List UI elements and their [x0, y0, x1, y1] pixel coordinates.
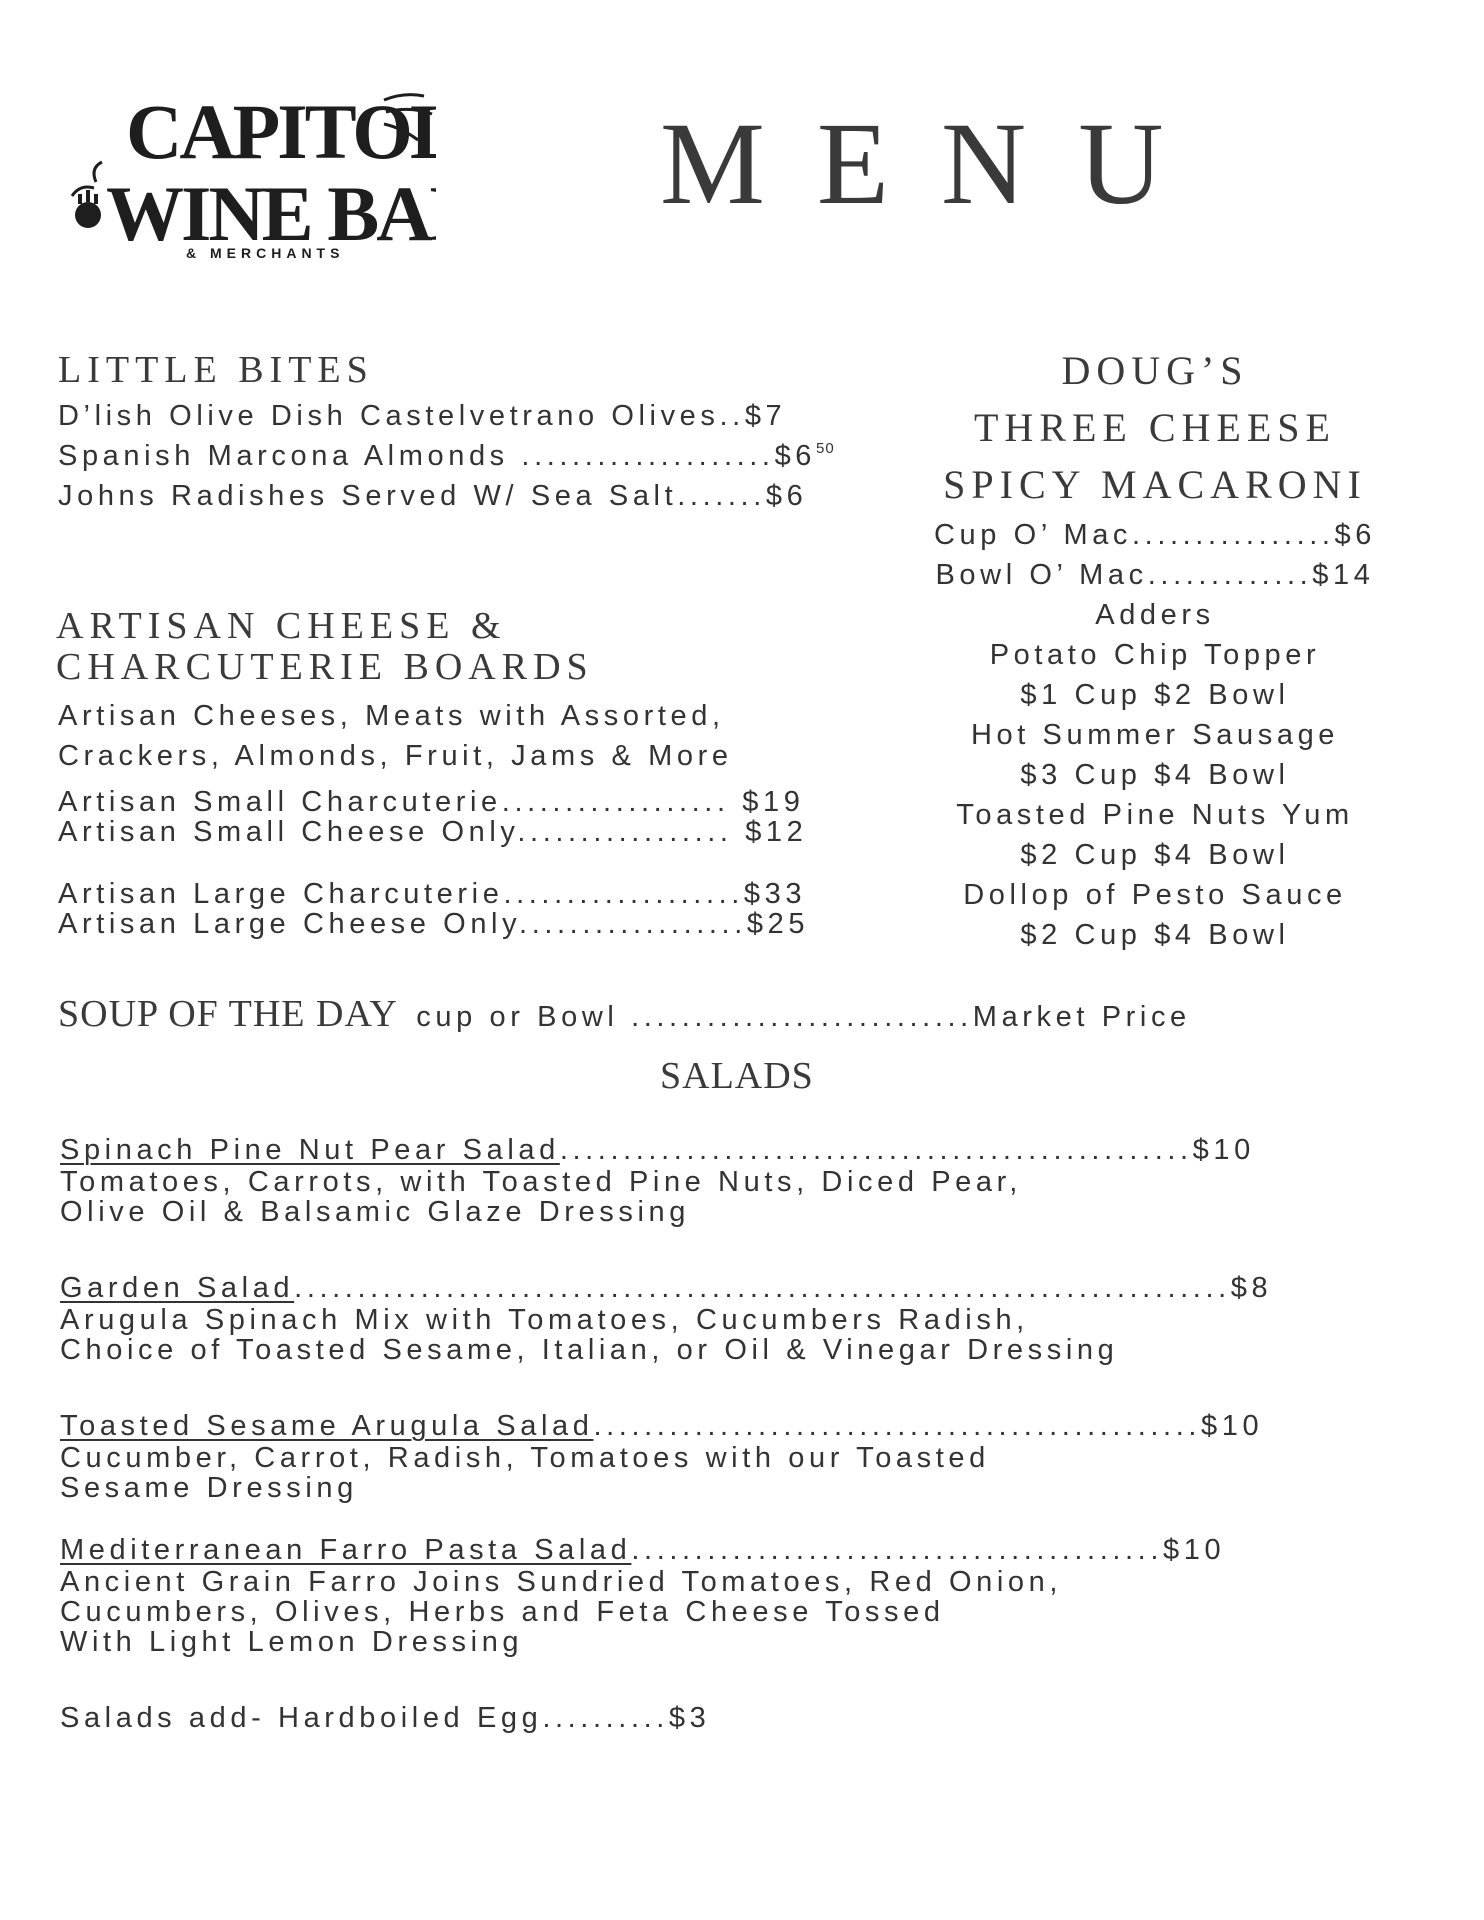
- soup-text: cup or Bowl ...........................Market Price: [416, 1001, 1191, 1033]
- boards-description: Crackers, Almonds, Fruit, Jams & More: [58, 740, 733, 772]
- salad-desc: Cucumber, Carrot, Radish, Tomatoes with our Toasted: [60, 1442, 990, 1474]
- logo-line3: & MERCHANTS: [186, 245, 345, 260]
- mac-line: $3 Cup $4 Bowl: [1020, 759, 1290, 791]
- salad-title-row: [60, 1410, 1263, 1443]
- salad-name: Toasted Sesame Arugula Salad: [60, 1410, 594, 1442]
- mac-line: Adders: [1095, 599, 1215, 631]
- little-bite-item: Spanish Marcona Almonds $....................\$6^{50}$: [58, 440, 835, 472]
- board-item: Artisan Large Charcuterie...................$33: [58, 878, 807, 910]
- salad-desc: With Light Lemon Dressing: [60, 1626, 524, 1658]
- boards-description: Artisan Cheeses, Meats with Assorted,: [58, 700, 725, 732]
- mac-line: $1 Cup $2 Bowl: [1020, 679, 1290, 711]
- mac-heading: DOUG’S: [1061, 348, 1249, 393]
- salad-name: Spinach Pine Nut Pear Salad: [60, 1134, 560, 1166]
- boards-heading-line2: CHARCUTERIE BOARDS: [56, 646, 594, 688]
- capitola-wine-bar-logo: [66, 40, 436, 260]
- mac-heading: THREE CHEESE: [974, 405, 1336, 450]
- salad-name: Garden Salad: [60, 1272, 295, 1304]
- salad-price: ..................................................$10: [559, 1134, 1255, 1166]
- little-bites-heading: LITTLE BITES: [58, 349, 374, 391]
- little-bite-item: D’lish Olive Dish Castelvetrano Olives..$7: [58, 400, 787, 432]
- salad-addon: Salads add- Hardboiled Egg..........$3: [60, 1702, 711, 1734]
- board-item: Artisan Small Charcuterie.................. $19: [58, 786, 805, 818]
- boards-heading-line1: ARTISAN CHEESE &: [56, 605, 507, 647]
- mac-heading: SPICY MACARONI: [943, 462, 1367, 507]
- mac-line: $2 Cup $4 Bowl: [1020, 839, 1290, 871]
- salad-price: ..........................................$10: [631, 1534, 1226, 1566]
- salads-heading: SALADS: [660, 1055, 814, 1097]
- mac-line: Toasted Pine Nuts Yum: [956, 799, 1354, 831]
- logo-line1: CAPITOL: [126, 88, 436, 175]
- mac-line: Dollop of Pesto Sauce: [963, 879, 1347, 911]
- mac-line: $2 Cup $4 Bowl: [1020, 919, 1290, 951]
- mac-line: Hot Summer Sausage: [970, 719, 1340, 751]
- salad-desc: Choice of Toasted Sesame, Italian, or Oil & Vinegar Dressing: [60, 1334, 1119, 1366]
- mac-line: Potato Chip Topper: [989, 639, 1321, 671]
- little-bite-item: Johns Radishes Served W/ Sea Salt.......$6: [58, 480, 808, 512]
- salad-desc: Cucumbers, Olives, Herbs and Feta Cheese Tossed: [60, 1596, 945, 1628]
- salad-price: ................................................$10: [593, 1410, 1264, 1442]
- salad-name: Mediterranean Farro Pasta Salad: [60, 1534, 632, 1566]
- salad-title-row: [60, 1272, 1272, 1305]
- soup-heading: SOUP OF THE DAY: [58, 993, 398, 1035]
- soup-line: [58, 992, 1191, 1036]
- logo-line2: WINE BA: [106, 170, 430, 257]
- board-item: Artisan Large Cheese Only..................$25: [58, 908, 810, 940]
- salad-desc: Sesame Dressing: [60, 1472, 358, 1504]
- salad-price: ..........................................................................$8: [294, 1272, 1273, 1304]
- salad-desc: Tomatoes, Carrots, with Toasted Pine Nuts, Diced Pear,: [60, 1166, 1022, 1198]
- mac-line: Bowl O’ Mac.............$14: [935, 559, 1375, 591]
- menu-title: MENU: [660, 98, 1216, 229]
- salad-desc: Arugula Spinach Mix with Tomatoes, Cucumbers Radish,: [60, 1304, 1029, 1336]
- mac-section: [905, 342, 1405, 955]
- salad-desc: Olive Oil & Balsamic Glaze Dressing: [60, 1196, 690, 1228]
- mac-line: Cup O’ Mac................$6: [934, 519, 1376, 551]
- salad-title-row: [60, 1134, 1255, 1167]
- board-item: Artisan Small Cheese Only................. $12: [58, 816, 808, 848]
- salad-desc: Ancient Grain Farro Joins Sundried Tomatoes, Red Onion,: [60, 1566, 1063, 1598]
- salad-title-row: [60, 1534, 1225, 1567]
